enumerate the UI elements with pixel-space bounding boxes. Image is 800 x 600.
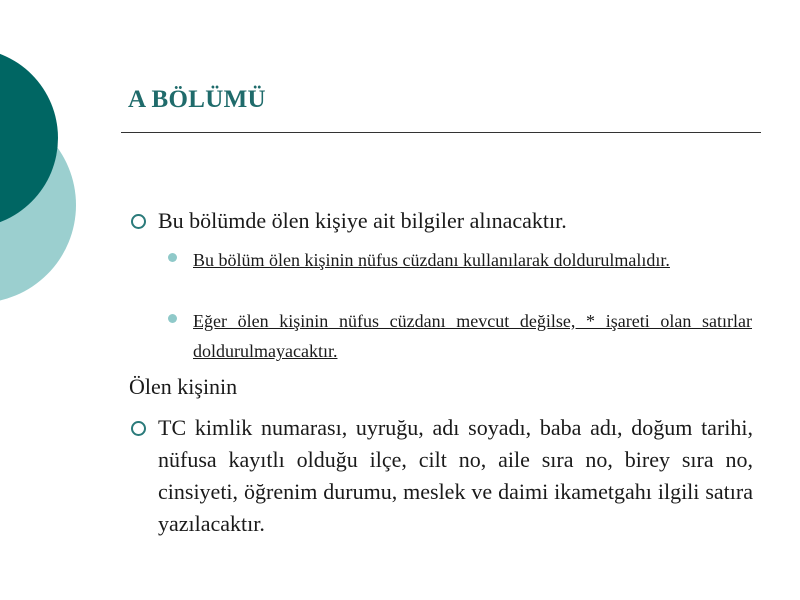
bullet-item <box>131 205 753 237</box>
sub-bullet-item <box>168 306 752 366</box>
bullet-item <box>131 412 753 540</box>
sub-bullet-item <box>168 245 752 275</box>
dot-bullet-icon <box>168 314 177 323</box>
decorative-circles <box>0 0 100 330</box>
sub-bullet-text: Bu bölüm ölen kişinin nüfus cüzdanı kullanılarak doldurulmalıdır. <box>193 250 670 270</box>
bullet-text: TC kimlik numarası, uyruğu, adı soyadı, baba adı, doğum tarihi, nüfusa kayıtlı olduğu ilçe, cilt no, aile sıra no, birey sıra no, cinsiyeti, öğrenim durumu, meslek ve daimi ikametgahı ilgili satıra yazılacaktır. <box>158 415 753 536</box>
bullet-text: Bu bölümde ölen kişiye ait bilgiler alınacaktır. <box>158 208 567 233</box>
ring-bullet-icon <box>131 214 146 229</box>
section-lead-text: Ölen kişinin <box>129 374 238 399</box>
sub-bullet-text: Eğer ölen kişinin nüfus cüzdanı mevcut değilse, * işareti olan satırlar doldurulmayacaktır. <box>193 311 752 361</box>
slide-title: A BÖLÜMÜ <box>128 86 266 113</box>
ring-bullet-icon <box>131 421 146 436</box>
title-divider <box>121 132 761 133</box>
dot-bullet-icon <box>168 253 177 262</box>
